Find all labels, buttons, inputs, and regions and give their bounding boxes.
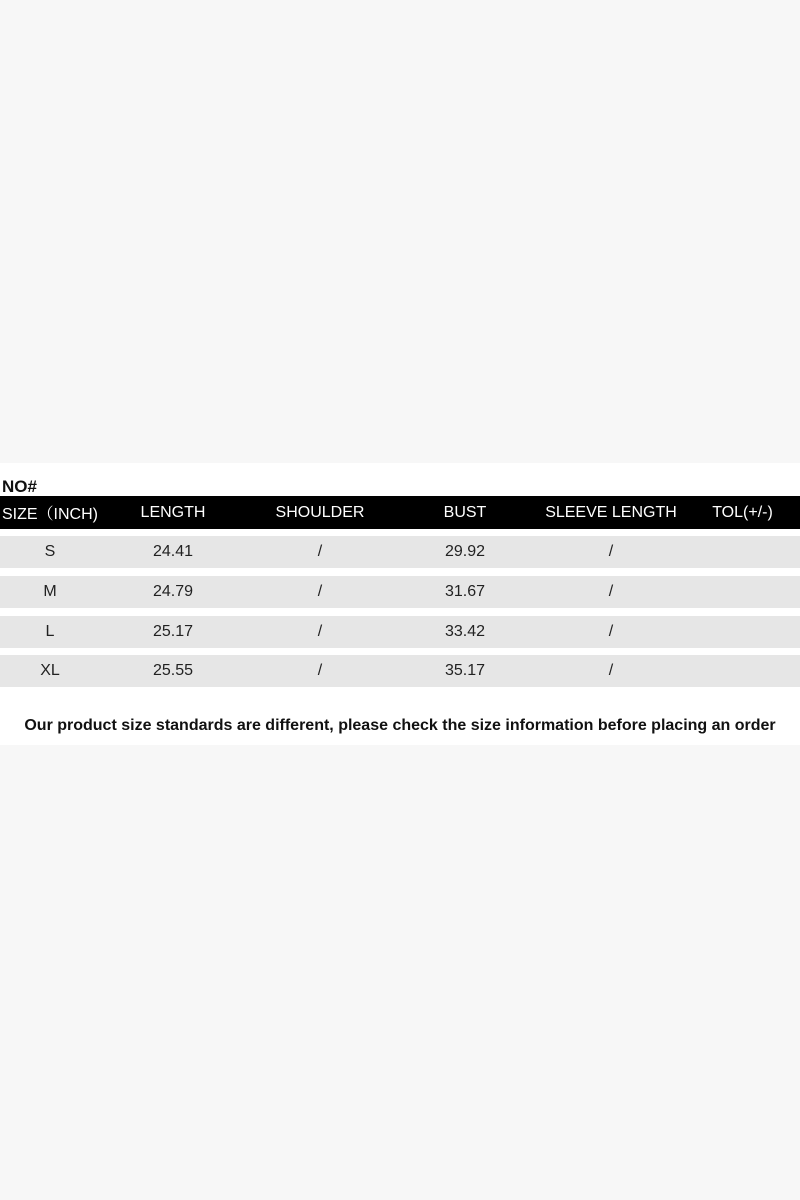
cell-sleeve-length: /	[608, 662, 614, 679]
header-shoulder: SHOULDER	[275, 503, 365, 521]
cell-length: 24.79	[152, 583, 194, 600]
cell-bust: 35.17	[444, 662, 486, 679]
cell-tolerance	[695, 576, 790, 608]
table-row	[0, 616, 800, 648]
cell-shoulder: /	[317, 623, 323, 640]
table-row	[0, 536, 800, 568]
header-tolerance: TOL(+/-)	[712, 503, 773, 521]
size-chart-card	[0, 463, 800, 745]
cell-tolerance	[695, 536, 790, 568]
cell-bust: 31.67	[444, 583, 486, 600]
cell-tolerance	[695, 616, 790, 648]
header-length: LENGTH	[140, 503, 206, 521]
cell-size: M	[43, 583, 57, 600]
table-header	[0, 496, 800, 529]
cell-length: 25.55	[152, 662, 194, 679]
cell-length: 25.17	[152, 623, 194, 640]
table-row	[0, 576, 800, 608]
cell-shoulder: /	[317, 543, 323, 560]
cell-shoulder: /	[317, 662, 323, 679]
cell-bust: 29.92	[444, 543, 486, 560]
header-sleeve-length: SLEEVE LENGTH	[545, 503, 677, 521]
size-chart-title: NO#	[2, 477, 37, 496]
cell-sleeve-length: /	[608, 623, 614, 640]
cell-shoulder: /	[317, 583, 323, 600]
cell-tolerance	[695, 655, 790, 687]
cell-sleeve-length: /	[608, 543, 614, 560]
header-bust: BUST	[443, 503, 487, 521]
cell-length: 24.41	[152, 543, 194, 560]
size-notice: Our product size standards are different, please check the size information before placing an order	[24, 717, 776, 734]
cell-size: S	[44, 543, 56, 560]
table-row	[0, 655, 800, 687]
header-size: SIZE（INCH)	[1, 506, 98, 523]
cell-size: L	[45, 623, 55, 640]
cell-sleeve-length: /	[608, 583, 614, 600]
cell-bust: 33.42	[444, 623, 486, 640]
cell-size: XL	[40, 662, 60, 679]
